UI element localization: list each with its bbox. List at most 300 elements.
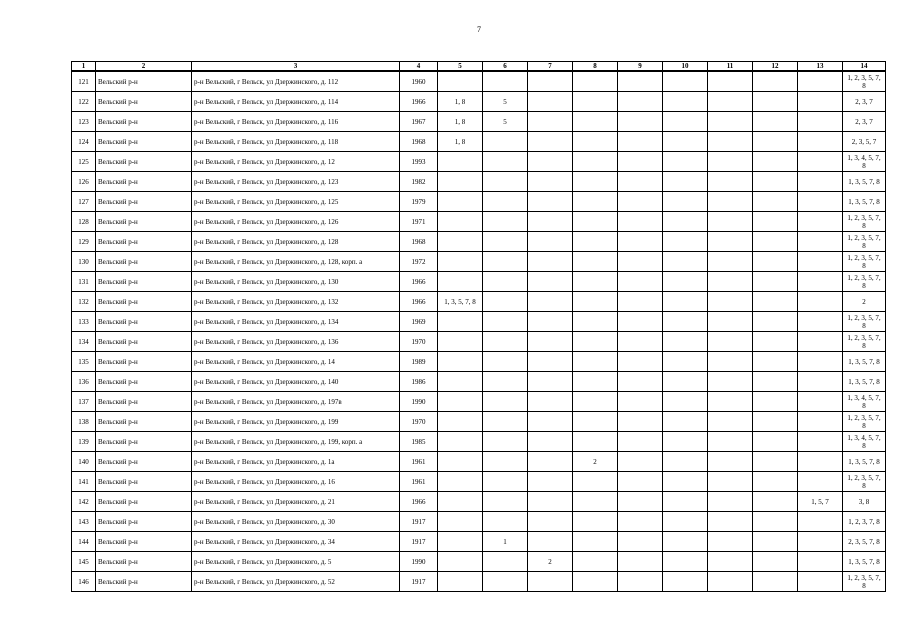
table-cell: 2 xyxy=(528,552,573,572)
table-cell xyxy=(663,112,708,132)
table-cell xyxy=(663,572,708,592)
table-row xyxy=(72,452,886,472)
table-cell xyxy=(753,312,798,332)
table-cell xyxy=(438,452,483,472)
table-cell: Вельский р-н xyxy=(96,292,192,312)
table-cell: р-н Вельский, г Вельск, ул Дзержинского, д. 126 xyxy=(192,212,400,232)
table-cell xyxy=(618,71,663,92)
table-cell xyxy=(528,132,573,152)
table-cell xyxy=(438,412,483,432)
table-cell xyxy=(798,412,843,432)
table-row xyxy=(72,512,886,532)
table-cell xyxy=(753,372,798,392)
table-cell xyxy=(798,452,843,472)
table-cell xyxy=(528,71,573,92)
table-cell xyxy=(663,71,708,92)
table-row xyxy=(72,272,886,292)
table-cell xyxy=(798,152,843,172)
column-header: 12 xyxy=(753,62,798,72)
table-cell: р-н Вельский, г Вельск, ул Дзержинского, д. 136 xyxy=(192,332,400,352)
table-cell xyxy=(483,332,528,352)
table-cell: Вельский р-н xyxy=(96,432,192,452)
table-cell xyxy=(753,392,798,412)
table-cell xyxy=(753,192,798,212)
table-cell: 1979 xyxy=(400,192,438,212)
table-cell: 146 xyxy=(72,572,96,592)
table-cell xyxy=(618,112,663,132)
table-cell: 1, 3, 4, 5, 7, 8 xyxy=(843,432,886,452)
table-cell: 1989 xyxy=(400,352,438,372)
table-cell: р-н Вельский, г Вельск, ул Дзержинского, д. 128 xyxy=(192,232,400,252)
table-cell xyxy=(708,71,753,92)
table-cell xyxy=(438,552,483,572)
table-cell: р-н Вельский, г Вельск, ул Дзержинского, д. 5 xyxy=(192,552,400,572)
table-cell xyxy=(798,112,843,132)
table-cell xyxy=(573,352,618,372)
table-cell xyxy=(798,132,843,152)
table-cell xyxy=(573,71,618,92)
table-cell: 1, 8 xyxy=(438,112,483,132)
table-cell xyxy=(708,312,753,332)
table-row xyxy=(72,132,886,152)
table-cell: Вельский р-н xyxy=(96,192,192,212)
table-cell xyxy=(753,132,798,152)
table-cell: 1990 xyxy=(400,552,438,572)
table-cell xyxy=(663,372,708,392)
column-header: 4 xyxy=(400,62,438,72)
table-cell xyxy=(483,132,528,152)
table-row xyxy=(72,292,886,312)
table-cell: Вельский р-н xyxy=(96,572,192,592)
table-cell xyxy=(528,352,573,372)
table-cell: 134 xyxy=(72,332,96,352)
table-cell xyxy=(798,572,843,592)
table-cell xyxy=(438,532,483,552)
table-cell: Вельский р-н xyxy=(96,252,192,272)
table-cell xyxy=(438,71,483,92)
table-row xyxy=(72,232,886,252)
table-cell xyxy=(663,472,708,492)
column-header: 2 xyxy=(96,62,192,72)
table-cell xyxy=(753,332,798,352)
table-cell xyxy=(753,572,798,592)
table-cell: 1970 xyxy=(400,412,438,432)
column-header: 14 xyxy=(843,62,886,72)
table-cell xyxy=(798,252,843,272)
table-cell: 1993 xyxy=(400,152,438,172)
table-cell: р-н Вельский, г Вельск, ул Дзержинского, д. 52 xyxy=(192,572,400,592)
table-cell xyxy=(708,152,753,172)
table-cell xyxy=(573,192,618,212)
table-cell xyxy=(708,572,753,592)
table-cell xyxy=(663,352,708,372)
table-cell: 1961 xyxy=(400,452,438,472)
table-cell xyxy=(753,472,798,492)
table-cell xyxy=(663,412,708,432)
table-cell xyxy=(663,292,708,312)
table-cell xyxy=(528,192,573,212)
table-cell xyxy=(573,472,618,492)
table-cell xyxy=(528,332,573,352)
table-cell: р-н Вельский, г Вельск, ул Дзержинского, д. 118 xyxy=(192,132,400,152)
table-cell xyxy=(753,212,798,232)
table-cell xyxy=(708,292,753,312)
table-cell xyxy=(483,292,528,312)
table-cell xyxy=(438,372,483,392)
table-cell xyxy=(753,532,798,552)
column-header: 10 xyxy=(663,62,708,72)
table-cell xyxy=(663,312,708,332)
table-cell xyxy=(798,472,843,492)
table-cell xyxy=(753,292,798,312)
table-cell xyxy=(483,232,528,252)
table-cell: 126 xyxy=(72,172,96,192)
table-cell: 122 xyxy=(72,92,96,112)
table-cell: Вельский р-н xyxy=(96,112,192,132)
table-cell: 1, 3, 5, 7, 8 xyxy=(843,172,886,192)
table-cell xyxy=(483,392,528,412)
table-cell: 139 xyxy=(72,432,96,452)
table-cell: 1990 xyxy=(400,392,438,412)
table-row xyxy=(72,552,886,572)
table-cell xyxy=(663,152,708,172)
table-cell xyxy=(528,112,573,132)
table-cell: Вельский р-н xyxy=(96,152,192,172)
column-header: 7 xyxy=(528,62,573,72)
table-cell xyxy=(753,412,798,432)
table-cell xyxy=(708,172,753,192)
table-cell: Вельский р-н xyxy=(96,552,192,572)
table-cell xyxy=(438,192,483,212)
table-cell: 1, 2, 3, 5, 7, 8 xyxy=(843,71,886,92)
table-cell: 140 xyxy=(72,452,96,472)
table-cell xyxy=(618,252,663,272)
table-cell: 144 xyxy=(72,532,96,552)
table-row xyxy=(72,252,886,272)
table-row xyxy=(72,192,886,212)
table-cell xyxy=(483,252,528,272)
table-cell xyxy=(798,272,843,292)
table-cell xyxy=(528,572,573,592)
table-cell xyxy=(708,212,753,232)
table-cell: Вельский р-н xyxy=(96,132,192,152)
table-cell: Вельский р-н xyxy=(96,71,192,92)
table-cell xyxy=(573,292,618,312)
table-cell: 1, 8 xyxy=(438,132,483,152)
table-cell xyxy=(618,332,663,352)
table-cell: 137 xyxy=(72,392,96,412)
table-cell xyxy=(438,172,483,192)
table-cell xyxy=(798,71,843,92)
table-cell: р-н Вельский, г Вельск, ул Дзержинского, д. 34 xyxy=(192,532,400,552)
table-cell xyxy=(438,472,483,492)
table-cell xyxy=(438,312,483,332)
table-cell xyxy=(528,312,573,332)
table-cell xyxy=(618,412,663,432)
table-cell: 1, 5, 7 xyxy=(798,492,843,512)
table-cell: 1, 2, 3, 7, 8 xyxy=(843,512,886,532)
table-cell: Вельский р-н xyxy=(96,512,192,532)
table-cell: р-н Вельский, г Вельск, ул Дзержинского, д. 116 xyxy=(192,112,400,132)
table-cell xyxy=(663,92,708,112)
table-cell xyxy=(573,432,618,452)
table-cell xyxy=(528,272,573,292)
table-cell xyxy=(663,532,708,552)
table-cell: р-н Вельский, г Вельск, ул Дзержинского, д. 21 xyxy=(192,492,400,512)
table-cell xyxy=(663,452,708,472)
table-cell: р-н Вельский, г Вельск, ул Дзержинского, д. 30 xyxy=(192,512,400,532)
table-cell: 1, 3, 5, 7, 8 xyxy=(843,552,886,572)
table-cell: 130 xyxy=(72,252,96,272)
table-cell xyxy=(438,332,483,352)
table-cell: 1 xyxy=(483,532,528,552)
table-cell: Вельский р-н xyxy=(96,532,192,552)
table-cell xyxy=(573,332,618,352)
table-cell xyxy=(618,272,663,292)
table-cell xyxy=(708,452,753,472)
table-cell xyxy=(618,172,663,192)
table-cell xyxy=(798,312,843,332)
table-cell xyxy=(438,392,483,412)
table-cell xyxy=(528,232,573,252)
table-cell xyxy=(798,92,843,112)
table-cell xyxy=(663,512,708,532)
table-cell: 123 xyxy=(72,112,96,132)
table-cell xyxy=(798,332,843,352)
table-cell xyxy=(483,172,528,192)
table-cell: 1, 3, 5, 7, 8 xyxy=(438,292,483,312)
table-cell xyxy=(708,432,753,452)
table-cell xyxy=(753,252,798,272)
table-cell xyxy=(753,112,798,132)
table-cell: 129 xyxy=(72,232,96,252)
table-row xyxy=(72,92,886,112)
table-cell xyxy=(528,532,573,552)
table-cell: 1917 xyxy=(400,512,438,532)
table-cell: 138 xyxy=(72,412,96,432)
table-cell xyxy=(663,332,708,352)
table-cell: 135 xyxy=(72,352,96,372)
table-cell xyxy=(663,392,708,412)
table-cell xyxy=(573,252,618,272)
table-cell xyxy=(438,272,483,292)
table-cell xyxy=(528,372,573,392)
table-cell xyxy=(753,92,798,112)
table-cell: 1, 2, 3, 5, 7, 8 xyxy=(843,232,886,252)
table-cell: 1968 xyxy=(400,232,438,252)
table-cell xyxy=(573,232,618,252)
table-cell: 1, 2, 3, 5, 7, 8 xyxy=(843,252,886,272)
table-row xyxy=(72,352,886,372)
table-cell: р-н Вельский, г Вельск, ул Дзержинского, д. 130 xyxy=(192,272,400,292)
table-cell xyxy=(483,492,528,512)
table-cell: Вельский р-н xyxy=(96,212,192,232)
table-cell xyxy=(438,212,483,232)
table-cell xyxy=(483,152,528,172)
table-cell: 1966 xyxy=(400,292,438,312)
table-cell xyxy=(438,492,483,512)
table-cell xyxy=(438,432,483,452)
column-header: 5 xyxy=(438,62,483,72)
table-cell: р-н Вельский, г Вельск, ул Дзержинского, д. 197в xyxy=(192,392,400,412)
table-cell xyxy=(618,532,663,552)
table-cell: Вельский р-н xyxy=(96,372,192,392)
table-cell xyxy=(528,492,573,512)
table-cell: 1, 2, 3, 5, 7, 8 xyxy=(843,212,886,232)
table-cell xyxy=(528,452,573,472)
table-cell: р-н Вельский, г Вельск, ул Дзержинского, д. 132 xyxy=(192,292,400,312)
table-cell xyxy=(618,212,663,232)
table-cell xyxy=(438,572,483,592)
table-cell: 1971 xyxy=(400,212,438,232)
table-cell xyxy=(483,71,528,92)
table-cell: 127 xyxy=(72,192,96,212)
table-cell xyxy=(663,432,708,452)
table-cell: 1, 3, 5, 7, 8 xyxy=(843,192,886,212)
table-cell xyxy=(573,112,618,132)
table-row xyxy=(72,112,886,132)
table-cell xyxy=(798,232,843,252)
table-cell: Вельский р-н xyxy=(96,352,192,372)
table-cell: 1961 xyxy=(400,472,438,492)
table-cell: 2, 3, 5, 7, 8 xyxy=(843,532,886,552)
table-cell xyxy=(618,372,663,392)
table-cell xyxy=(483,352,528,372)
table-cell xyxy=(753,272,798,292)
table-cell: р-н Вельский, г Вельск, ул Дзержинского, д. 112 xyxy=(192,71,400,92)
table-cell: 1986 xyxy=(400,372,438,392)
table-cell: Вельский р-н xyxy=(96,232,192,252)
table-cell: 2 xyxy=(573,452,618,472)
table-cell xyxy=(528,172,573,192)
table-cell xyxy=(573,132,618,152)
table-cell: 1969 xyxy=(400,312,438,332)
table-cell: р-н Вельский, г Вельск, ул Дзержинского, д. 199, корп. а xyxy=(192,432,400,452)
table-cell xyxy=(528,92,573,112)
table-cell xyxy=(708,532,753,552)
table-cell xyxy=(618,472,663,492)
table-cell xyxy=(618,352,663,372)
table-cell xyxy=(798,292,843,312)
table-cell xyxy=(708,192,753,212)
table-cell: 2, 3, 5, 7 xyxy=(843,132,886,152)
table-cell xyxy=(618,132,663,152)
table-cell xyxy=(798,392,843,412)
table-cell: 124 xyxy=(72,132,96,152)
table-cell xyxy=(483,472,528,492)
table-cell xyxy=(438,352,483,372)
table-cell: 1968 xyxy=(400,132,438,152)
table-cell: 1917 xyxy=(400,572,438,592)
table-cell: 1, 2, 3, 5, 7, 8 xyxy=(843,312,886,332)
table-cell xyxy=(663,192,708,212)
table-cell: 1, 3, 4, 5, 7, 8 xyxy=(843,392,886,412)
table-cell: р-н Вельский, г Вельск, ул Дзержинского, д. 14 xyxy=(192,352,400,372)
table-cell: р-н Вельский, г Вельск, ул Дзержинского, д. 123 xyxy=(192,172,400,192)
table-row xyxy=(72,472,886,492)
table-cell: р-н Вельский, г Вельск, ул Дзержинского, д. 16 xyxy=(192,472,400,492)
table-cell: Вельский р-н xyxy=(96,392,192,412)
table-cell xyxy=(483,572,528,592)
table-cell xyxy=(438,252,483,272)
table-cell: Вельский р-н xyxy=(96,332,192,352)
table-cell xyxy=(708,132,753,152)
table-cell xyxy=(528,472,573,492)
table-cell xyxy=(708,352,753,372)
table-cell: 1, 2, 3, 5, 7, 8 xyxy=(843,412,886,432)
table-cell: Вельский р-н xyxy=(96,272,192,292)
table-cell: 5 xyxy=(483,112,528,132)
table-cell: 1960 xyxy=(400,71,438,92)
table-cell xyxy=(753,71,798,92)
table-cell xyxy=(798,552,843,572)
table-cell xyxy=(663,252,708,272)
table-cell xyxy=(708,552,753,572)
table-cell xyxy=(753,232,798,252)
column-header: 13 xyxy=(798,62,843,72)
table-cell xyxy=(618,432,663,452)
column-header: 8 xyxy=(573,62,618,72)
table-row xyxy=(72,492,886,512)
table-row xyxy=(72,212,886,232)
table-cell xyxy=(753,152,798,172)
table-cell xyxy=(663,552,708,572)
table-cell xyxy=(573,492,618,512)
page-number: 7 xyxy=(477,25,481,34)
table-cell: 1, 2, 3, 5, 7, 8 xyxy=(843,472,886,492)
table-cell xyxy=(663,232,708,252)
table-cell xyxy=(708,92,753,112)
table-cell xyxy=(753,492,798,512)
table-row xyxy=(72,372,886,392)
table-cell xyxy=(708,512,753,532)
table-cell: 2, 3, 7 xyxy=(843,92,886,112)
table-cell xyxy=(798,172,843,192)
table-cell: 131 xyxy=(72,272,96,292)
table-cell: 1, 3, 5, 7, 8 xyxy=(843,372,886,392)
table-cell: 1972 xyxy=(400,252,438,272)
table-cell: р-н Вельский, г Вельск, ул Дзержинского, д. 134 xyxy=(192,312,400,332)
table-cell: р-н Вельский, г Вельск, ул Дзержинского, д. 1а xyxy=(192,452,400,472)
table-cell: 1, 2, 3, 5, 7, 8 xyxy=(843,572,886,592)
table-cell: 143 xyxy=(72,512,96,532)
table-cell: 1985 xyxy=(400,432,438,452)
table-cell xyxy=(573,392,618,412)
table-cell xyxy=(528,292,573,312)
table-cell xyxy=(573,92,618,112)
table-cell xyxy=(753,352,798,372)
table-cell: 1966 xyxy=(400,272,438,292)
table-cell: Вельский р-н xyxy=(96,312,192,332)
table-cell xyxy=(483,432,528,452)
table-row xyxy=(72,392,886,412)
table-row xyxy=(72,572,886,592)
table-cell xyxy=(618,92,663,112)
table-cell xyxy=(573,152,618,172)
table-cell: 5 xyxy=(483,92,528,112)
table-cell xyxy=(798,532,843,552)
header-row xyxy=(72,62,886,72)
column-header: 9 xyxy=(618,62,663,72)
table-cell xyxy=(708,412,753,432)
table-cell xyxy=(573,212,618,232)
table-cell: 1, 2, 3, 5, 7, 8 xyxy=(843,332,886,352)
table-cell xyxy=(618,392,663,412)
table-cell xyxy=(663,492,708,512)
table-cell xyxy=(573,412,618,432)
table-cell xyxy=(618,512,663,532)
table-cell: 1, 3, 5, 7, 8 xyxy=(843,452,886,472)
